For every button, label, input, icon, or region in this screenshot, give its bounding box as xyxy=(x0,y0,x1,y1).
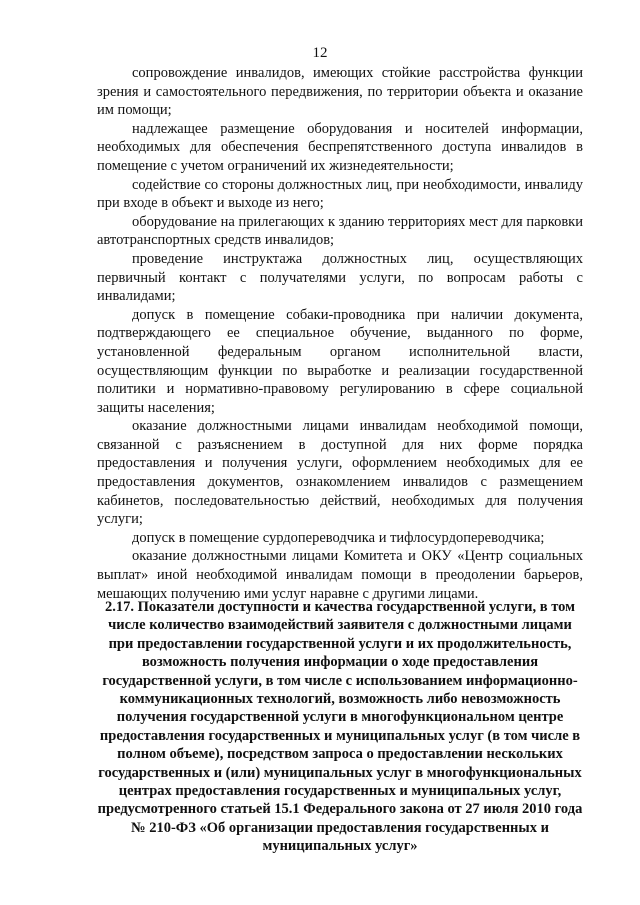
paragraph: допуск в помещение сурдопереводчика и тифлосурдопереводчика; xyxy=(132,529,545,546)
paragraph: допуск в помещение собаки-проводника при наличии документа, подтверждающего ее специальное обучение, выданного по форме, установленной федеральным органом исполнительной власти, осуществляющим функции по выработке и реализации государственной политики и нормативно-правовому регулированию в сфере социальной защиты населения; xyxy=(97,306,583,416)
paragraph: сопровождение инвалидов, имеющих стойкие расстройства функции зрения и самостоятельного передвижения, по территории объекта и оказание им помощи; xyxy=(97,65,583,119)
paragraph: оборудование на прилегающих к зданию территориях мест для парковки автотранспортных средств инвалидов; xyxy=(97,213,583,249)
body-text xyxy=(97,64,583,603)
paragraph: оказание должностными лицами инвалидам необходимой помощи, связанной с разъяснением в доступной для них форме порядка предоставления и получения услуги, оформлением необходимых для ее предоставления документов, ознакомлением инвалидов с размещением кабинетов, последовательностью действий, необходимых для получения услуги; xyxy=(97,418,583,528)
paragraph: проведение инструктажа должностных лиц, осуществляющих первичный контакт с получателями услуги, по вопросам работы с инвалидами; xyxy=(97,250,583,305)
paragraph: содействие со стороны должностных лиц, при необходимости, инвалиду при входе в объект и выходе из него; xyxy=(97,176,583,212)
paragraph: надлежащее размещение оборудования и носителей информации, необходимых для обеспечения беспрепятственного доступа инвалидов в помещение с учетом ограничений их жизнедеятельности; xyxy=(97,120,583,174)
paragraph: оказание должностными лицами Комитета и ОКУ «Центр социальных выплат» иной необходимой инвалидам помощи в преодолении барьеров, мешающих получению ими услуг наравне с другими лицами. xyxy=(97,548,583,602)
section-heading: 2.17. Показатели доступности и качества государственной услуги, в том числе количество взаимодействий заявителя с должностными лицами при предоставлении государственной услуги и их продолжительность, возможность получения информации о ходе предоставления государственной услуги, в том числе с использованием информационно-коммуникационных технологий, возможность либо невозможность получения государственной услуги в многофункциональном центре предоставления государственных и муниципальных услуг (в том числе в полном объеме), посредством запроса о предоставлении нескольких государственных и (или) муниципальных услуг в многофункциональных центрах предоставления государственных и муниципальных услуг, предусмотренного статьей 15.1 Федерального закона от 27 июля 2010 года № 210-ФЗ «Об организации предоставления государственных и муниципальных услуг» xyxy=(97,599,583,855)
page-number: 12 xyxy=(312,45,328,61)
